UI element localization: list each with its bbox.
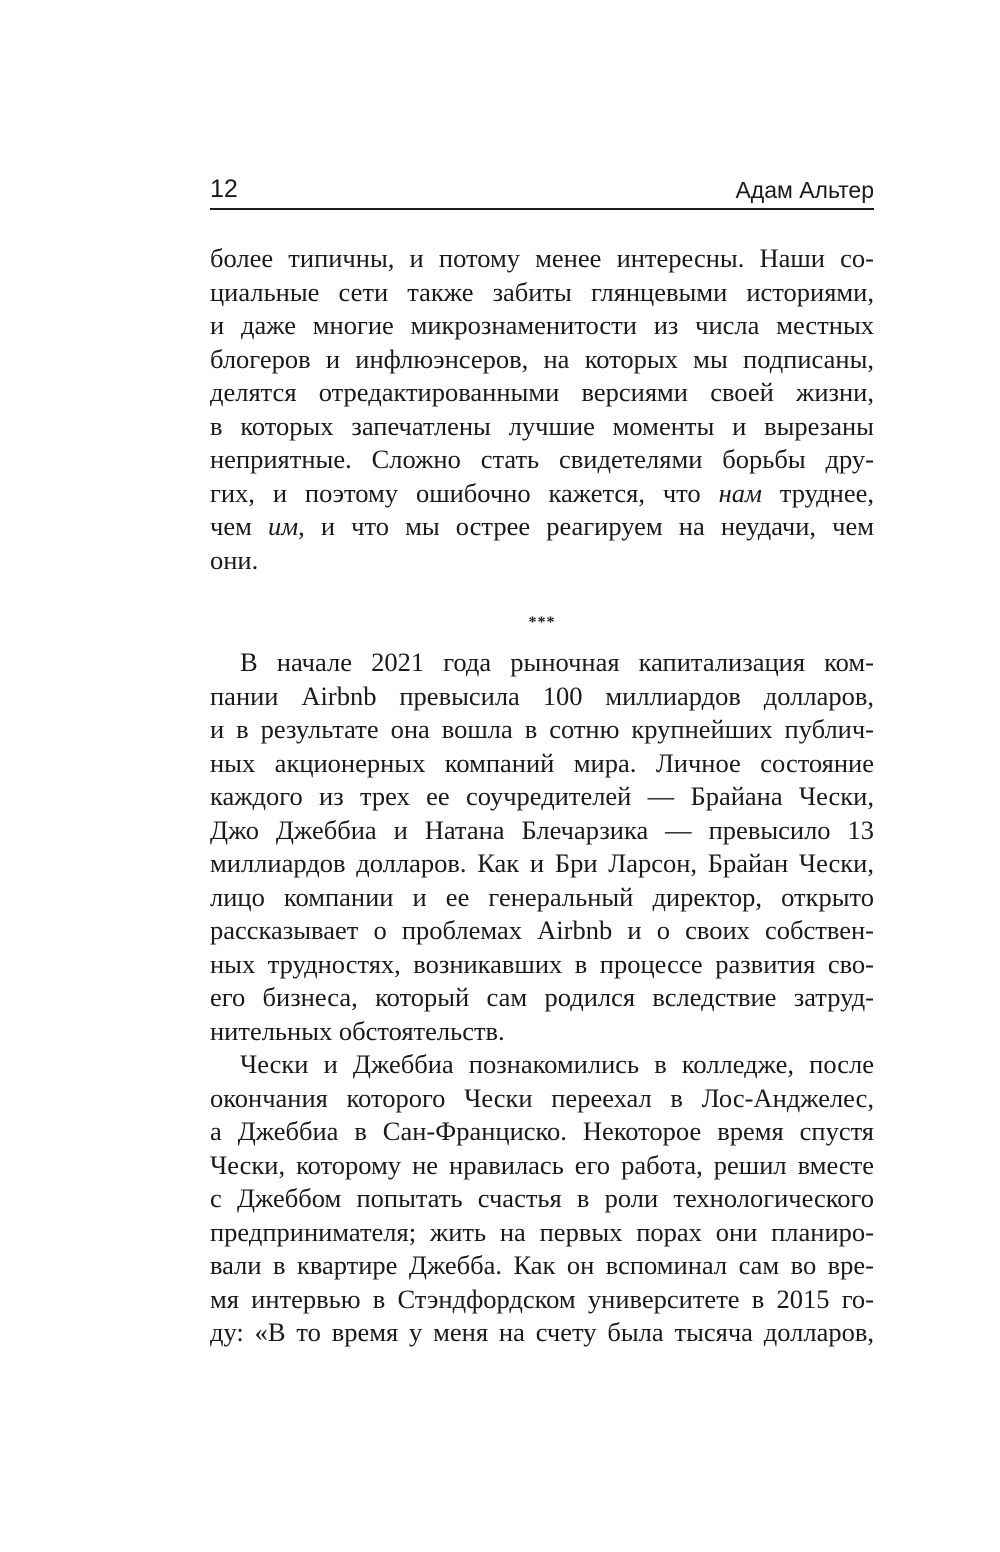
emphasis-text: нам xyxy=(718,477,762,508)
text-line: с Джеббом попытать счастья в роли технологического xyxy=(210,1183,874,1213)
text-line: миллиардов долларов. Как и Бри Ларсон, Брайан Чески, xyxy=(210,848,874,878)
text-line: блогеров и инфлюэнсеров, на которых мы подписаны, xyxy=(210,343,874,374)
section-separator: *** xyxy=(528,614,556,631)
emphasis-text: им xyxy=(267,511,299,541)
text-line: делятся отредактированными версиями своей жизни, xyxy=(210,377,874,407)
text-line: вали в квартире Джебба. Как он вспоминал сам во вре- xyxy=(210,1250,874,1280)
text-line xyxy=(210,510,874,544)
running-head-author: Адам Альтер xyxy=(735,177,874,203)
text-run: чем xyxy=(210,511,268,541)
text-line: неприятные. Сложно стать свидетелями борьбы дру- xyxy=(210,444,874,474)
text-line: и в результате она вошла в сотню крупнейших публич- xyxy=(210,714,874,744)
paragraph-2 xyxy=(210,646,874,1048)
page-header xyxy=(210,170,874,210)
text-line: предпринимателя; жить на первых порах они планиро- xyxy=(210,1216,874,1247)
page-number: 12 xyxy=(210,175,238,203)
text-line: ных акционерных компаний мира. Личное состояние xyxy=(210,747,874,778)
text-line: в которых запечатлены лучшие моменты и вырезаны xyxy=(210,410,874,441)
text-line: Чески и Джеббиа познакомились в колледже, после xyxy=(240,1049,874,1079)
text-line: циальные сети также забиты глянцевыми историями, xyxy=(210,276,874,307)
text-line: и даже многие микрознаменитости из числа местных xyxy=(210,310,874,340)
text-line: рассказывает о проблемах Airbnb и о своих собствен- xyxy=(210,915,874,945)
text-line xyxy=(210,477,874,511)
paragraph-3 xyxy=(210,1048,874,1350)
text-line: более типичны, и потому менее интересны. Наши со- xyxy=(210,243,874,273)
text-line: ду: «В то время у меня на счету была тысяча долларов, xyxy=(210,1317,874,1347)
text-line: мя интервью в Стэндфордском университете в 2015 го- xyxy=(210,1283,874,1314)
text-line: В начале 2021 года рыночная капитализация ком- xyxy=(240,647,874,677)
text-line: каждого из трех ее соучредителей — Брайана Чески, xyxy=(210,781,874,811)
text-run: гих, и поэтому ошибочно кажется, что xyxy=(210,477,719,508)
text-line: Джо Джеббиа и Натана Блечарзика — превысило 13 xyxy=(210,814,874,845)
paragraph-1 xyxy=(210,242,874,577)
text-run: , и что мы острее реагируем на неудачи, чем xyxy=(298,511,874,541)
text-line: окончания которого Чески переехал в Лос-Анджелес, xyxy=(210,1082,874,1113)
text-line: а Джеббиа в Сан-Франциско. Некоторое время спустя xyxy=(210,1116,874,1146)
text-line: его бизнеса, который сам родился вследствие затруд- xyxy=(210,982,874,1012)
text-line: пании Airbnb превысила 100 миллиардов долларов, xyxy=(210,680,874,711)
text-line: ных трудностях, возникавших в процессе развития сво- xyxy=(210,948,874,979)
text-run: труднее, xyxy=(761,477,874,508)
text-line: лицо компании и ее генеральный директор, открыто xyxy=(210,881,874,912)
text-line: нительных обстоятельств. xyxy=(210,1015,505,1046)
text-line: Чески, которому не нравилась его работа, решил вместе xyxy=(210,1149,874,1180)
text-line: они. xyxy=(210,544,259,575)
